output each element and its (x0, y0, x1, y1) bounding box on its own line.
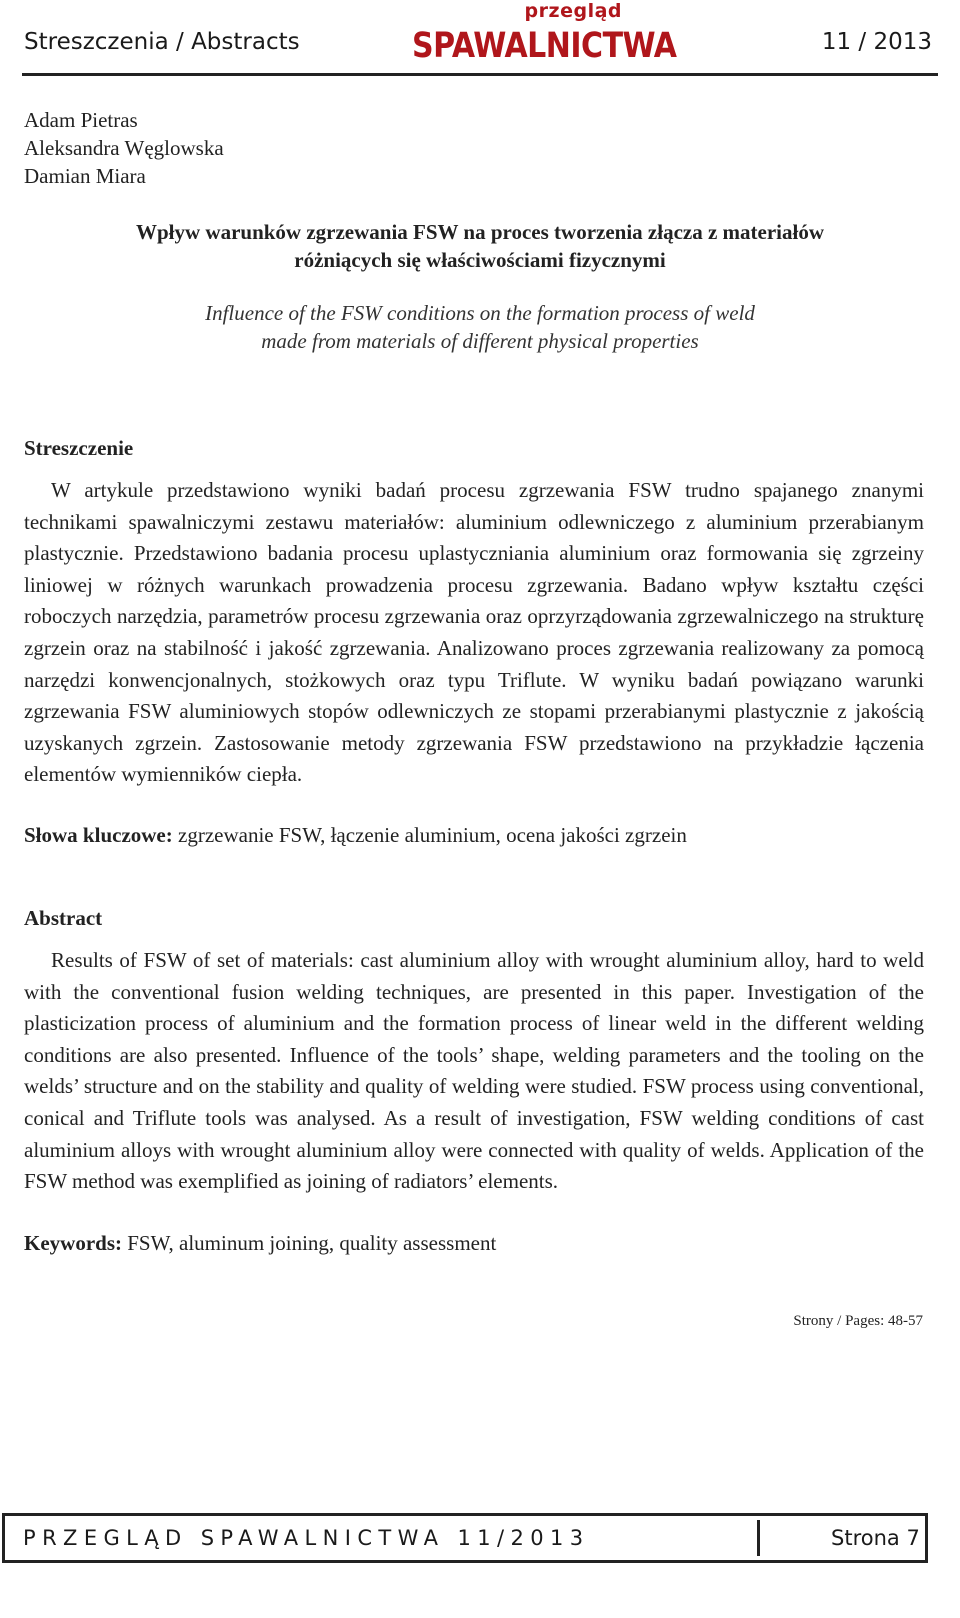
author-name: Adam Pietras (24, 108, 138, 132)
title-polish (60, 218, 900, 274)
author-name: Aleksandra Węglowska (24, 136, 224, 160)
page-footer (2, 1513, 928, 1563)
pages-note: Strony / Pages: 48-57 (793, 1313, 923, 1329)
streszczenie-keywords (24, 823, 687, 848)
keywords-label: Słowa kluczowe: (24, 823, 173, 847)
title-line: Wpływ warunków zgrzewania FSW na proces tworzenia złącza z materiałów (135, 220, 825, 244)
footer-page-number: Strona 7 (831, 1526, 920, 1550)
section-label: Streszczenia / Abstracts (24, 29, 300, 55)
journal-logo (412, 0, 677, 67)
title-line: made from materials of different physical properties (261, 329, 699, 353)
author-name: Damian Miara (24, 164, 146, 188)
abstract-text: Results of FSW of set of materials: cast aluminium alloy with wrought aluminium alloy, hard to weld with the conventional fusion welding techniques, are presented in this paper. Investigation of the plasticization process of aluminium and the formation process of linear weld in the different welding conditions are also presented. Influence of the tools’ shape, welding parameters and the tooling on the welds’ structure and on the stability and quality of welding were studied. FSW process using conventional, conical and Triflute tools was analysed. As a result of investigation, FSW welding conditions of cast aluminium alloys with wrought aluminium alloy were connected with quality of welds. Application of the FSW method was exemplified as joining of radiators’ elements. (24, 948, 924, 1194)
page-header (0, 0, 960, 90)
keywords-value: zgrzewanie FSW, łączenie aluminium, ocena jakości zgrzein (178, 823, 687, 847)
header-rule (22, 73, 938, 76)
logo-small-text: przegląd (524, 0, 622, 22)
author-list (24, 106, 224, 190)
keywords-label: Keywords: (24, 1231, 122, 1255)
logo-big-text: SPAWALNICTWA (412, 26, 677, 67)
issue-number: 11 / 2013 (821, 29, 932, 55)
title-english (60, 299, 900, 355)
abstract-keywords (24, 1231, 496, 1256)
streszczenie-heading: Streszczenie (24, 436, 134, 460)
title-line: Influence of the FSW conditions on the formation process of weld (205, 301, 755, 325)
footer-divider (757, 1520, 760, 1556)
streszczenie-text: W artykule przedstawiono wyniki badań procesu zgrzewania FSW trudno spajanego znanymi technikami spawalniczymi zestawu materiałów: aluminium odlewniczego z aluminium przerabianym plastycznie. Przedstawiono badania procesu uplastyczniania aluminium oraz formowania się zgrzeiny liniowej w różnych warunkach prowadzenia procesu zgrzewania. Badano wpływ kształtu części roboczych narzędzia, parametrów procesu zgrzewania oraz oprzyrządowania zgrzewalniczego na strukturę zgrzein oraz na stabilność i jakość zgrzewania. Analizowano proces zgrzewania realizowany za pomocą narzędzi konwencjonalnych, stożkowych oraz typu Triflute. W wyniku badań powiązano warunki zgrzewania FSW aluminiowych stopów odlewniczych ze stopami przerabianymi plastycznie z jakością uzyskanych zgrzein. Zastosowanie metody zgrzewania FSW przedstawiono na przykładzie łączenia elementów wymienników ciepła. (24, 478, 924, 787)
keywords-value: FSW, aluminum joining, quality assessment (127, 1231, 497, 1255)
title-line: różniących się właściwościami fizycznymi (294, 248, 666, 272)
footer-journal-title: PRZEGLĄD SPAWALNICTWA 11/2013 (23, 1526, 590, 1550)
abstract-heading: Abstract (24, 906, 103, 930)
